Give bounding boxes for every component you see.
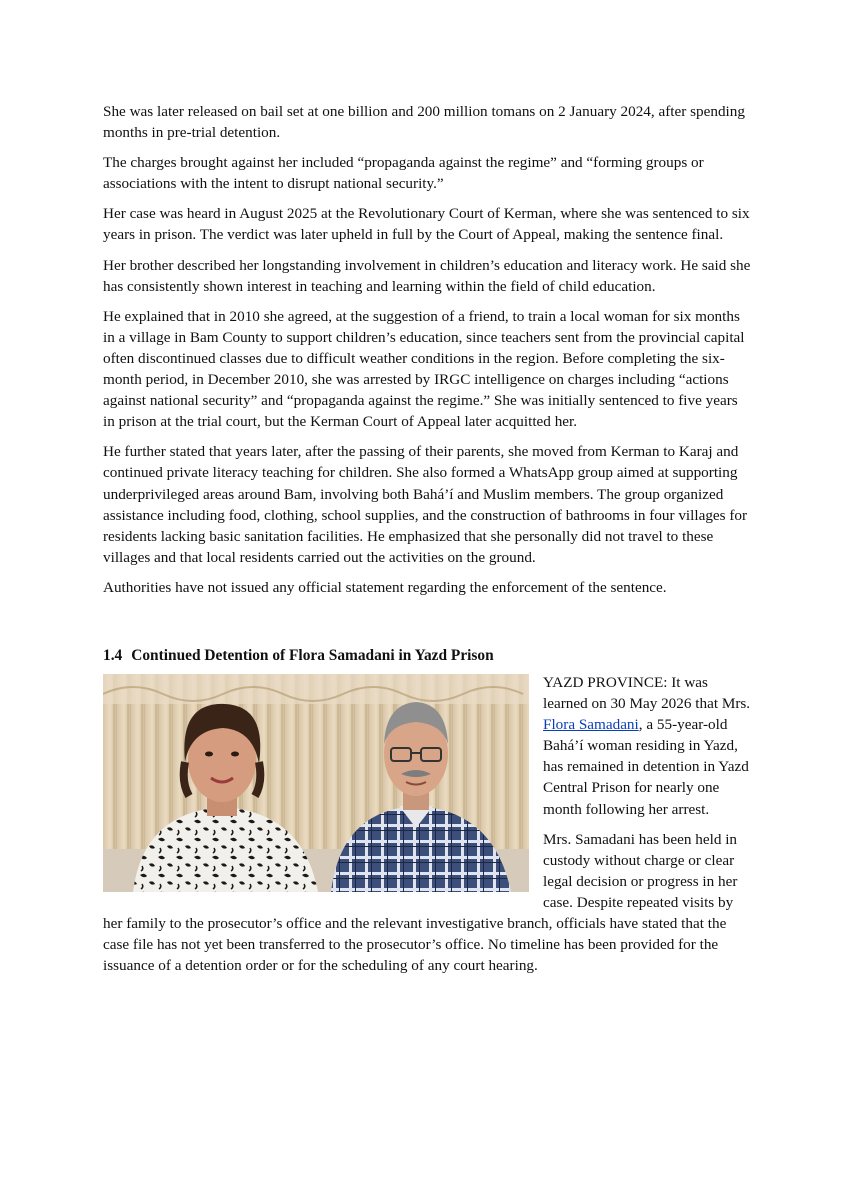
section-title: Continued Detention of Flora Samadani in Yazd Prison: [131, 646, 494, 664]
photo-couple: [103, 674, 529, 892]
body-paragraph: The charges brought against her included “propaganda against the regime” and “forming groups or associations with the intent to disrupt national security.”: [103, 154, 704, 193]
section-paragraph-2: Mrs. Samadani has been held in custody without charge or clear legal decision or progress in her case. Despite repeated visits by her family to the prosecutor’s office and the relevant investigative branch, officials have stated that the case file has not yet been transferred to the prosecutor’s office. No timeline has been provided for the issuance of a detention order or for the scheduling of any court hearing.: [103, 830, 738, 975]
para-text-after-link: , a 55-year-old Bahá’í woman residing in Yazd, has remained in detention in Yazd Central Prison for nearly one month following her arrest.: [543, 716, 749, 818]
body-paragraph: Her case was heard in August 2025 at the Revolutionary Court of Kerman, where she was sentenced to six years in prison. The verdict was later upheld in full by the Court of Appeal, making the sentence final.: [103, 205, 750, 244]
flora-samadani-link[interactable]: Flora Samadani: [543, 716, 639, 734]
body-paragraph: She was later released on bail set at one billion and 200 million tomans on 2 January 2024, after spending months in pre-trial detention.: [103, 103, 745, 142]
document-body: [103, 101, 753, 985]
body-paragraph: He further stated that years later, after the passing of their parents, she moved from Kerman to Karaj and continued private literacy teaching for children. She also formed a WhatsApp group aimed at supporting underprivileged areas around Bam, involving both Bahá’í and Muslim members. The group organized assistance including food, clothing, school supplies, and the construction of bathrooms in four villages for residents lacking basic sanitation facilities. He emphasized that she personally did not travel to these villages and that local residents carried out the activities on the ground.: [103, 443, 748, 566]
body-paragraph: Her brother described her longstanding involvement in children’s education and literacy work. He said she has consistently shown interest in teaching and learning within the field of child education.: [103, 256, 751, 295]
body-paragraph: Authorities have not issued any official statement regarding the enforcement of the sentence.: [103, 578, 667, 596]
section-number: 1.4: [103, 646, 123, 664]
para-text-before-link: YAZD PROVINCE: It was learned on 30 May 2026 that Mrs.: [543, 673, 751, 713]
section-heading: [103, 646, 753, 666]
body-paragraph: He explained that in 2010 she agreed, at the suggestion of a friend, to train a local woman for six months in a village in Bam County to support children’s education, since teachers sent from the provincial capital often discontinued classes due to difficult weather conditions in the region. Before completing the six-month period, in December 2010, she was arrested by IRGC intelligence on charges including “actions against national security” and “propaganda against the regime.” She was initially sentenced to five years in prison at the trial court, but the Kerman Court of Appeal later acquitted her.: [103, 307, 745, 431]
